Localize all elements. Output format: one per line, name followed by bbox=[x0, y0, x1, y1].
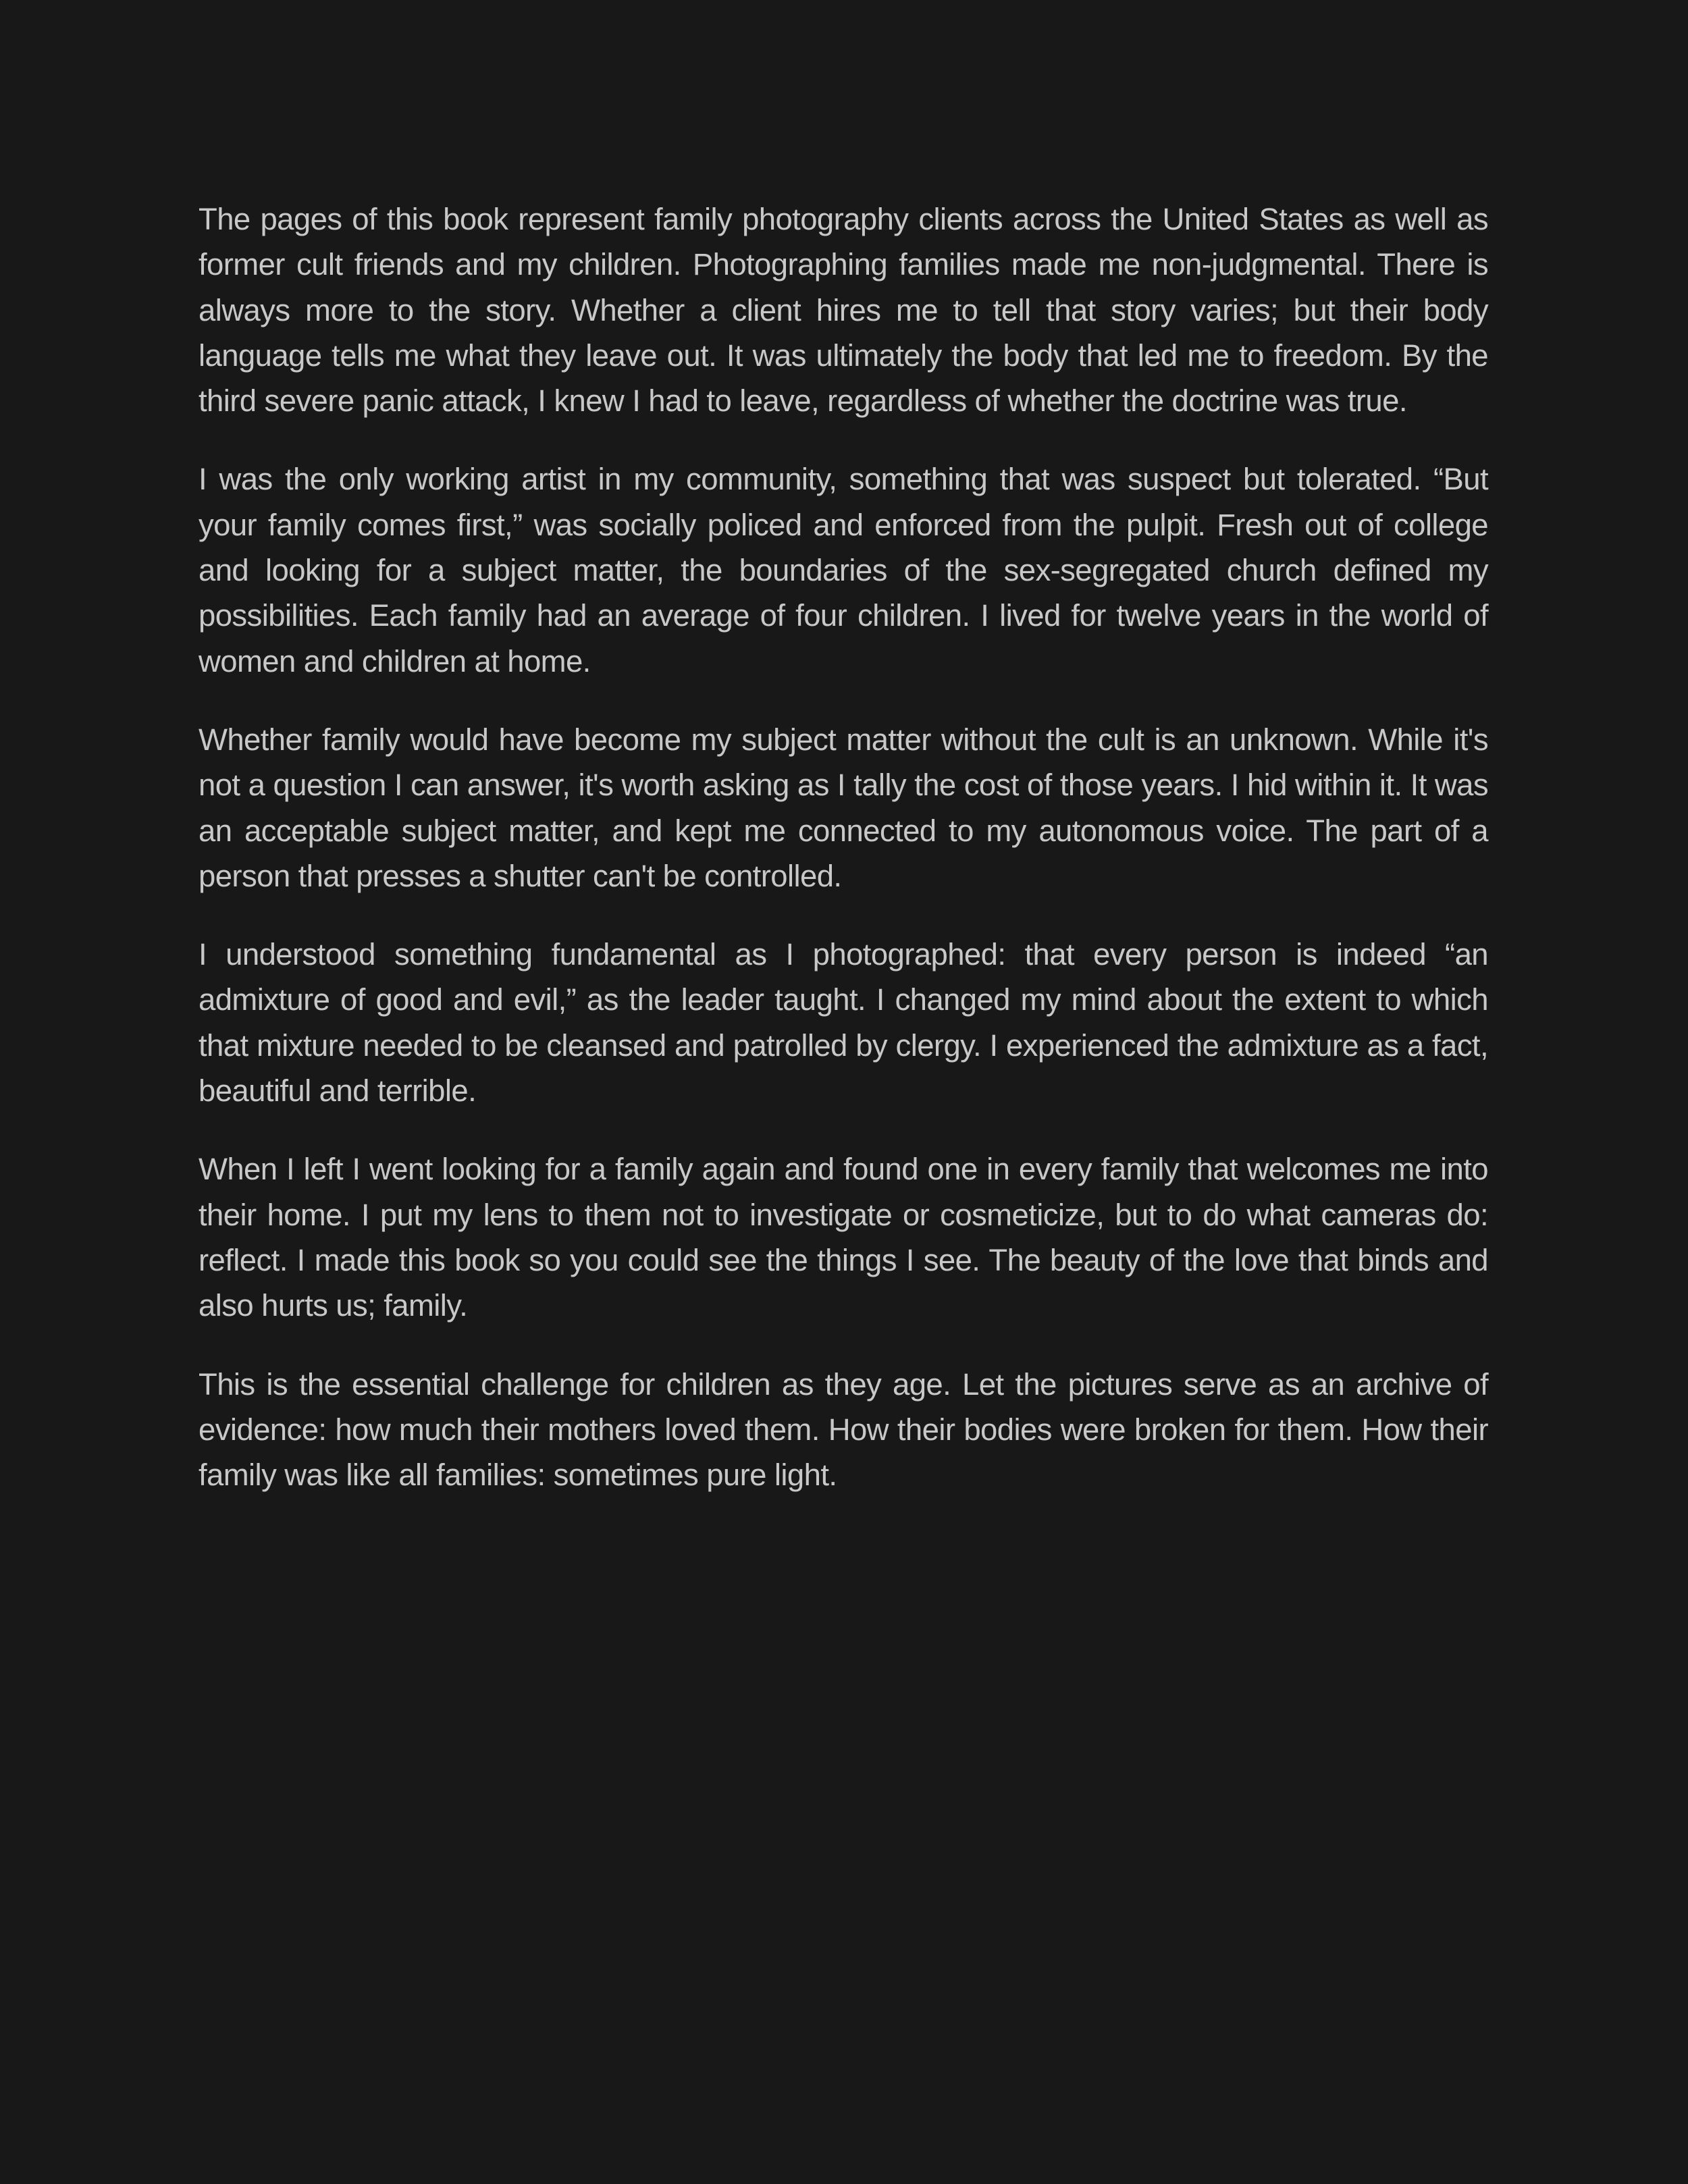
essay-body bbox=[199, 196, 1488, 1497]
paragraph-3: Whether family would have become my subject matter without the cult is an unknown. While it's not a question I can answer, it's worth asking as I tally the cost of those years. I hid within it. It was an acceptable subject matter, and kept me connected to my autonomous voice. The part of a person that presses a shutter can't be controlled. bbox=[199, 722, 1488, 893]
paragraph-5: When I left I went looking for a family again and found one in every family that welcomes me into their home. I put my lens to them not to investigate or cosmeticize, but to do what cameras do: reflect. I made this book so you could see the things I see. The beauty of the love that binds and also hurts us; family. bbox=[199, 1152, 1488, 1323]
paragraph-6: This is the essential challenge for children as they age. Let the pictures serve as an archive of evidence: how much their mothers loved them. How their bodies were broken for them. How their family was like all families: sometimes pure light. bbox=[199, 1366, 1488, 1493]
paragraph-1: The pages of this book represent family photography clients across the United States as well as former cult friends and my children. Photographing families made me non-judgmental. There is always more to the story. Whether a client hires me to tell that story varies; but their body language tells me what they leave out. It was ultimately the body that led me to freedom. By the third severe panic attack, I knew I had to leave, regardless of whether the doctrine was true. bbox=[199, 202, 1488, 419]
paragraph-4: I understood something fundamental as I photographed: that every person is indeed “an admixture of good and evil,” as the leader taught. I changed my mind about the extent to which that mixture needed to be cleansed and patrolled by clergy. I experienced the admixture as a fact, beautiful and terrible. bbox=[199, 937, 1488, 1109]
paragraph-2: I was the only working artist in my community, something that was suspect but tolerated. “But your family comes first,” was socially policed and enforced from the pulpit. Fresh out of college and looking for a subject matter, the boundaries of the sex-segregated church defined my possibilities. Each family had an average of four children. I lived for twelve years in the world of women and children at home. bbox=[199, 462, 1488, 678]
